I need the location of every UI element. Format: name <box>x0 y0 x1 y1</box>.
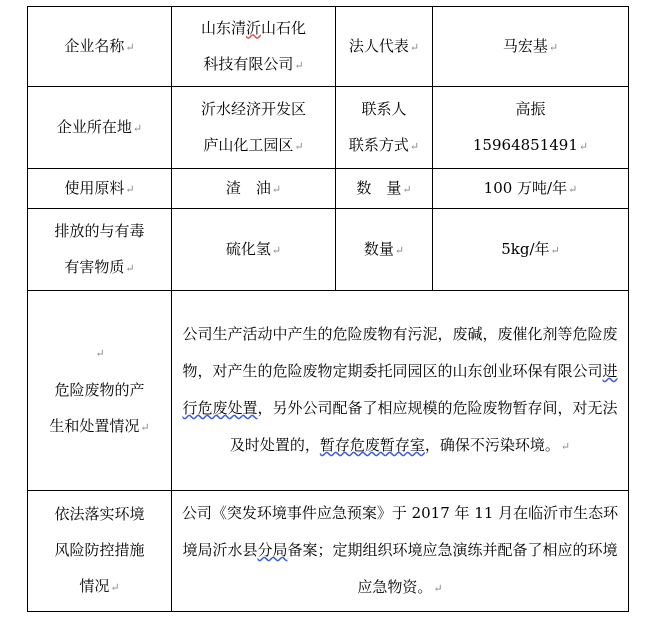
row-location <box>28 87 629 169</box>
hazardous-waste-label-line2: 生和处置情况↵ <box>49 416 150 435</box>
raw-material-label-cell: 使用原料↵ <box>28 169 172 209</box>
legal-rep-label-cell: 法人代表↵ <box>336 7 433 87</box>
row-toxic <box>28 209 629 291</box>
risk-control-text-cell <box>172 491 629 612</box>
legal-rep-value: 马宏基 <box>502 36 548 55</box>
toxic-label-line1: 排放的与有毒 <box>54 221 145 240</box>
contact-person-label: 联系人 <box>361 99 407 118</box>
raw-material-value: 渣 油 <box>225 178 271 197</box>
toxic-qty-value-cell: 5kg/年↵ <box>433 209 629 291</box>
raw-material-qty-label: 数 量 <box>356 178 402 197</box>
toxic-value-cell: 硫化氢↵ <box>172 209 336 291</box>
location-line1: 沂水经济开发区 <box>200 99 306 118</box>
toxic-label-line2: 有害物质↵ <box>64 257 135 276</box>
spellcheck-mark: 分局 <box>257 541 288 559</box>
risk-control-label-line2: 风险防控措施 <box>54 541 145 559</box>
hazardous-waste-label-line1: 危险废物的产 <box>54 380 145 399</box>
company-name-value-cell <box>172 7 336 87</box>
company-name-line2: 科技有限公司↵ <box>203 54 304 73</box>
toxic-value: 硫化氢 <box>225 239 271 258</box>
risk-control-label-cell <box>28 491 172 612</box>
risk-control-text: 公司《突发环境事件应急预案》于 2017 年 11 月在临沂市生态环境局沂水县分局备案；定期组织环境应急演练并配备了相应的环境应急物资。↵ <box>181 504 619 596</box>
toxic-label-cell <box>28 209 172 291</box>
legal-rep-value-cell: 马宏基↵ <box>433 7 629 87</box>
toxic-qty-label: 数量 <box>363 239 394 258</box>
hazardous-waste-text: 公司生产活动中产生的危险废物有污泥，废碱，废催化剂等危险废物，对产生的危险废物定期委托同园区的山东创业环保有限公司进行危废处置，另外公司配备了相应规模的危险废物暂存间，对无法及时处置的，暂存危废暂存室，确保不污染环境。↵ <box>182 325 618 454</box>
raw-material-label: 使用原料 <box>64 178 125 197</box>
raw-material-qty-label-cell: 数 量↵ <box>336 169 433 209</box>
contact-name: 高振 <box>515 99 546 118</box>
location-label: 企业所在地 <box>56 117 132 136</box>
raw-material-qty-value: 100 万吨/年 <box>483 178 568 197</box>
toxic-qty-label-cell: 数量↵ <box>336 209 433 291</box>
paragraph-mark: ↵ <box>95 346 105 360</box>
legal-rep-label: 法人代表 <box>348 36 409 55</box>
location-value-cell <box>172 87 336 169</box>
company-name-line1: 山东清沂山石化 <box>200 18 307 37</box>
contact-phone: 15964851491↵ <box>472 135 589 154</box>
hazardous-waste-label-cell <box>28 291 172 491</box>
paragraph-mark: ↵ <box>125 40 135 54</box>
location-label-cell: 企业所在地↵ <box>28 87 172 169</box>
spellcheck-mark: 沂 <box>245 18 261 37</box>
company-name-label-cell <box>28 7 172 87</box>
spellcheck-mark: 进行危废处置 <box>182 362 618 417</box>
location-line2: 庐山化工园区↵ <box>203 135 304 154</box>
contact-method-label: 联系方式↵ <box>348 135 420 154</box>
risk-control-label-line3: 情况↵ <box>79 577 120 595</box>
row-hazardous-waste <box>28 291 629 491</box>
row-risk-control <box>28 491 629 612</box>
toxic-qty-value: 5kg/年 <box>501 239 550 258</box>
raw-material-qty-value-cell: 100 万吨/年↵ <box>433 169 629 209</box>
contact-value-cell <box>433 87 629 169</box>
row-raw-material <box>28 169 629 209</box>
company-info-table <box>27 6 629 612</box>
hazardous-waste-text-cell <box>172 291 629 491</box>
row-company-name <box>28 7 629 87</box>
spellcheck-mark: 暂存危废暂存室 <box>319 436 425 454</box>
raw-material-value-cell: 渣 油↵ <box>172 169 336 209</box>
risk-control-label-line1: 依法落实环境 <box>54 505 145 523</box>
contact-label-cell <box>336 87 433 169</box>
company-name-label: 企业名称 <box>64 36 125 55</box>
